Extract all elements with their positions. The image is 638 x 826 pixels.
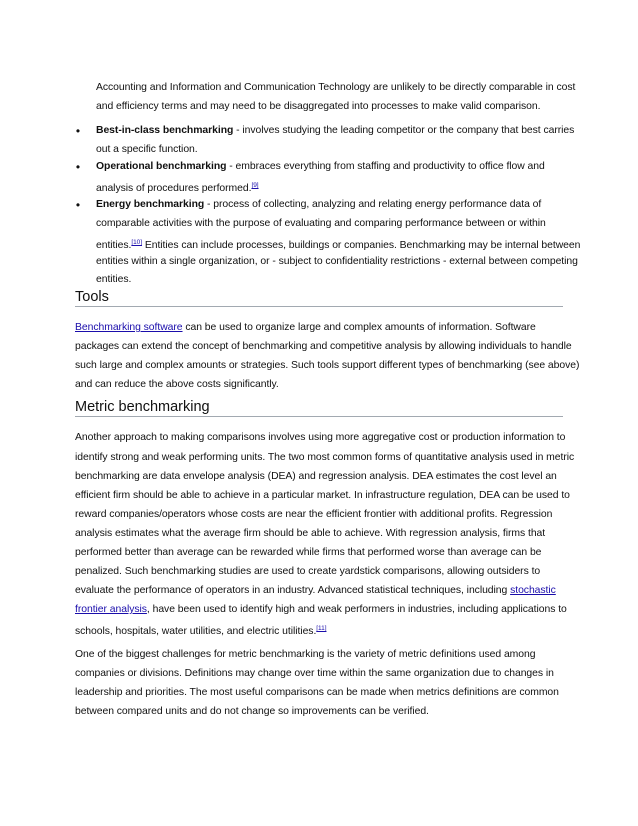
paragraph-line: between compared units and do not change so improvements can be verified.	[75, 706, 429, 717]
bullet-item-best-in-class	[96, 124, 574, 138]
citation-link[interactable]: [11]	[316, 625, 327, 632]
paragraph-line	[75, 321, 536, 335]
paragraph-line: companies or divisions. Definitions may change over time within the same organization due to changes in	[75, 668, 554, 679]
paragraph-line: performed better than average can be rewarded while firms that performed worse than average can be	[75, 547, 542, 558]
bullet-text: - involves studying the leading competitor or the company that best carries	[233, 125, 575, 136]
stochastic-frontier-link[interactable]: stochastic	[510, 585, 556, 596]
bullet-dot: •	[75, 198, 81, 212]
heading-divider	[75, 416, 563, 417]
stochastic-frontier-link[interactable]: frontier analysis	[75, 604, 147, 615]
bullet-item-energy	[96, 198, 541, 212]
citation-link[interactable]: [9]	[251, 182, 259, 189]
paragraph-line: penalized. Such benchmarking studies are used to create yardstick comparisons, allowing outsiders to	[75, 566, 541, 577]
paragraph-text: can be used to organize large and complex amounts of information. Software	[182, 322, 536, 333]
paragraph-line: efficient firm should be able to achieve in a particular market. In infrastructure regulation, DEA can be used to	[75, 490, 570, 501]
bullet-text: - embraces everything from staffing and productivity to office flow and	[226, 161, 545, 172]
heading-divider	[75, 306, 563, 307]
paragraph-line	[75, 622, 326, 636]
paragraph-line: and can reduce the above costs significantly.	[75, 379, 279, 390]
section-heading-tools: Tools	[75, 289, 109, 305]
bullet-text: analysis of procedures performed.	[96, 183, 252, 194]
paragraph-text: evaluate the performance of operators in an industry. Advanced statistical techniques, including	[75, 585, 511, 596]
intro-line: and efficiency terms and may need to be disaggregated into processes to make valid comparison.	[96, 101, 541, 112]
paragraph-line: leadership and priorities. The most useful comparisons can be made when metrics definitions are common	[75, 687, 559, 698]
paragraph-text: , have been used to identify high and weak performers in industries, including applications to	[146, 604, 567, 615]
paragraph-line: One of the biggest challenges for metric benchmarking is the variety of metric definitions used among	[75, 649, 536, 660]
bullet-dot: •	[75, 124, 81, 138]
bullet-text: Entities can include processes, buildings or companies. Benchmarking may be internal between	[142, 240, 581, 251]
bullet-term: Energy benchmarking	[96, 199, 205, 210]
paragraph-line	[75, 584, 556, 598]
paragraph-line: Another approach to making comparisons involves using more aggregative cost or production information to	[75, 432, 566, 443]
bullet-text: - process of collecting, analyzing and relating energy performance data of	[204, 199, 542, 210]
paragraph-line: such large and complex amounts or strategies. Such tools support different types of benchmarking (see above)	[75, 360, 580, 371]
paragraph-text: schools, hospitals, water utilities, and electric utilities.	[75, 626, 317, 637]
paragraph-line: packages can extend the concept of benchmarking and competitive analysis by allowing individuals to handle	[75, 341, 572, 352]
paragraph-line: reward companies/operators whose costs are near the efficient frontier with additional profits. Regression	[75, 509, 553, 520]
bullet-line	[96, 236, 580, 250]
bullet-line: out a specific function.	[96, 144, 198, 155]
citation-link[interactable]: [10]	[131, 239, 143, 246]
bullet-term: Best-in-class benchmarking	[96, 125, 234, 136]
bullet-text: entities.	[96, 240, 132, 251]
bullet-item-operational	[96, 160, 545, 174]
intro-line: Accounting and Information and Communication Technology are unlikely to be directly comparable in cost	[96, 82, 576, 93]
paragraph-line: benchmarking are data envelope analysis (DEA) and regression analysis. DEA estimates the cost level an	[75, 471, 557, 482]
benchmarking-software-link[interactable]: Benchmarking software	[75, 322, 183, 333]
paragraph-line	[75, 603, 567, 617]
paragraph-line: identify strong and weak performing units. The two most common forms of quantitative analysis used in metric	[75, 452, 575, 463]
bullet-line	[96, 179, 259, 193]
section-heading-metric-benchmarking: Metric benchmarking	[75, 399, 210, 415]
bullet-line: entities.	[96, 274, 132, 285]
bullet-line: comparable activities with the purpose of evaluating and comparing performance between or within	[96, 218, 546, 229]
bullet-dot: •	[75, 160, 81, 174]
paragraph-line: analysis estimates what the average firm should be able to achieve. With regression analysis, firms that	[75, 528, 546, 539]
bullet-term: Operational benchmarking	[96, 161, 227, 172]
bullet-line: entities within a single organization, or - subject to confidentiality restrictions - external between competing	[96, 256, 578, 267]
